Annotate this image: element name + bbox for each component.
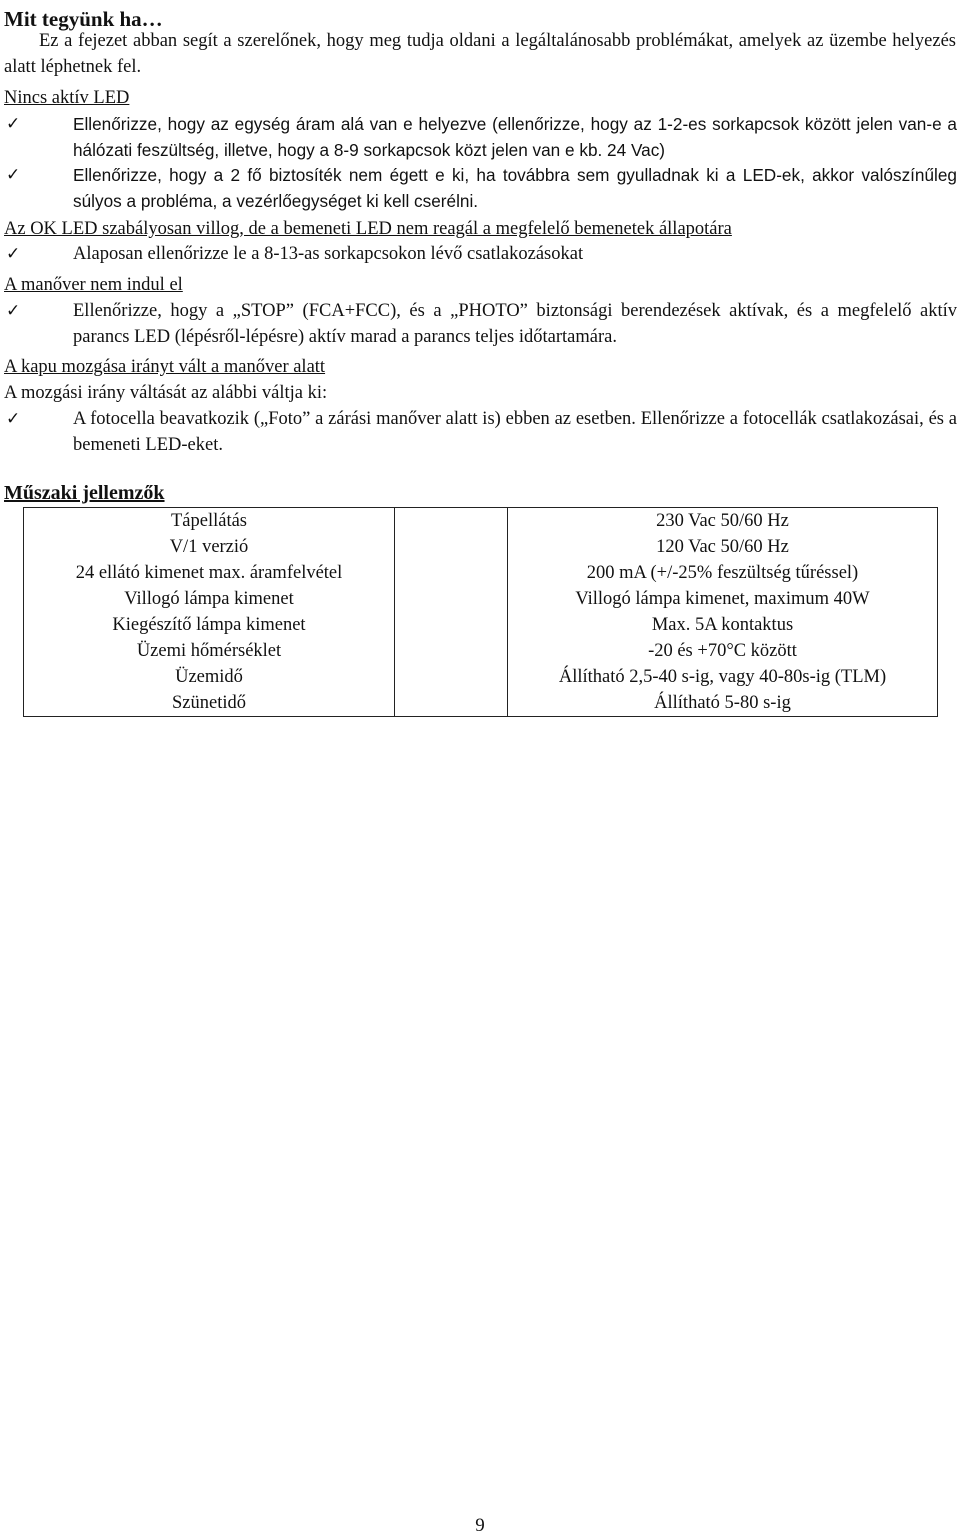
spec-label: Kiegészítő lámpa kimenet [24,612,395,638]
checkmark-icon: ✓ [6,114,21,134]
spec-table [23,507,938,717]
spec-value: Max. 5A kontaktus [508,612,938,638]
section-title-no-start: A manőver nem indul el [4,275,183,295]
spec-value: -20 és +70°C között [508,638,938,664]
checkmark-icon: ✓ [6,165,21,185]
section-subtitle-reverse: A mozgási irány váltását az alábbi váltja ki: [4,383,328,403]
spec-gap-cell [395,664,508,690]
spec-value: Villogó lámpa kimenet, maximum 40W [508,586,938,612]
spec-value: 230 Vac 50/60 Hz [508,508,938,535]
table-row [24,560,938,586]
check-item-text: Alaposan ellenőrizze le a 8-13-as sorkapcsokon lévő csatlakozásokat [73,244,584,264]
check-item-text: Ellenőrizze, hogy az egység áram alá van e helyezve (ellenőrizze, hogy az 1-2-es sorkapcsok között jelen van-e a hálózati feszültség, illetve, hogy a 8-9 sorkapcsok közt jelen van e kb. 24 Vac) [73,114,957,160]
check-item-text: Ellenőrizze, hogy a 2 fő biztosíték nem égett e ki, ha továbbra sem gyulladnak ki a LED-ek, akkor valószínűleg súlyos a probléma, a vezérlőegységet ki kell cserélni. [73,165,957,211]
section-title-ok-led: Az OK LED szabályosan villog, de a bemeneti LED nem reagál a megfelelő bemenetek állapotára [4,219,732,239]
spec-gap-cell [395,638,508,664]
spec-label: 24 ellátó kimenet max. áramfelvétel [24,560,395,586]
spec-label: Szünetidő [24,690,395,717]
section-title-reverse: A kapu mozgása irányt vált a manőver alatt [4,357,326,377]
spec-label: Villogó lámpa kimenet [24,586,395,612]
spec-section-title: Műszaki jellemzők [4,482,165,504]
table-row [24,586,938,612]
spec-gap-cell [395,612,508,638]
spec-label: Üzemidő [24,664,395,690]
table-row [24,690,938,717]
check-item-text: Ellenőrizze, hogy a „STOP” (FCA+FCC), és a „PHOTO” biztonsági berendezések aktívak, és a megfelelő aktív parancs LED (lépésről-lépésre) aktív marad a parancs teljes időtartamára. [73,301,957,347]
table-row [24,664,938,690]
intro-paragraph: Ez a fejezet abban segít a szerelőnek, hogy meg tudja oldani a legáltalánosabb problémákat, amelyek az üzembe helyezés alatt léphetnek fel. [4,31,956,77]
table-row [24,612,938,638]
table-row [24,534,938,560]
spec-label: Üzemi hőmérséklet [24,638,395,664]
section-title-no-led: Nincs aktív LED [4,88,130,108]
page-number: 9 [475,1515,485,1536]
checkmark-icon: ✓ [6,301,21,321]
checkmark-icon: ✓ [6,244,21,264]
spec-gap-cell [395,690,508,717]
page-heading: Mit tegyünk ha… [4,7,163,31]
check-item-text: A fotocella beavatkozik („Foto” a zárási manőver alatt is) ebben az esetben. Ellenőrizze a fotocellák csatlakozásai, és a bemeneti LED-eket. [73,409,957,455]
spec-gap-cell [395,534,508,560]
spec-label: V/1 verzió [24,534,395,560]
spec-value: 200 mA (+/-25% feszültség tűréssel) [508,560,938,586]
spec-gap-cell [395,508,508,535]
spec-value: 120 Vac 50/60 Hz [508,534,938,560]
checkmark-icon: ✓ [6,409,21,429]
spec-gap-cell [395,560,508,586]
table-row [24,638,938,664]
spec-value: Állítható 2,5-40 s-ig, vagy 40-80s-ig (TLM) [508,664,938,690]
spec-label: Tápellátás [24,508,395,535]
spec-value: Állítható 5-80 s-ig [508,690,938,717]
spec-gap-cell [395,586,508,612]
table-row [24,508,938,535]
